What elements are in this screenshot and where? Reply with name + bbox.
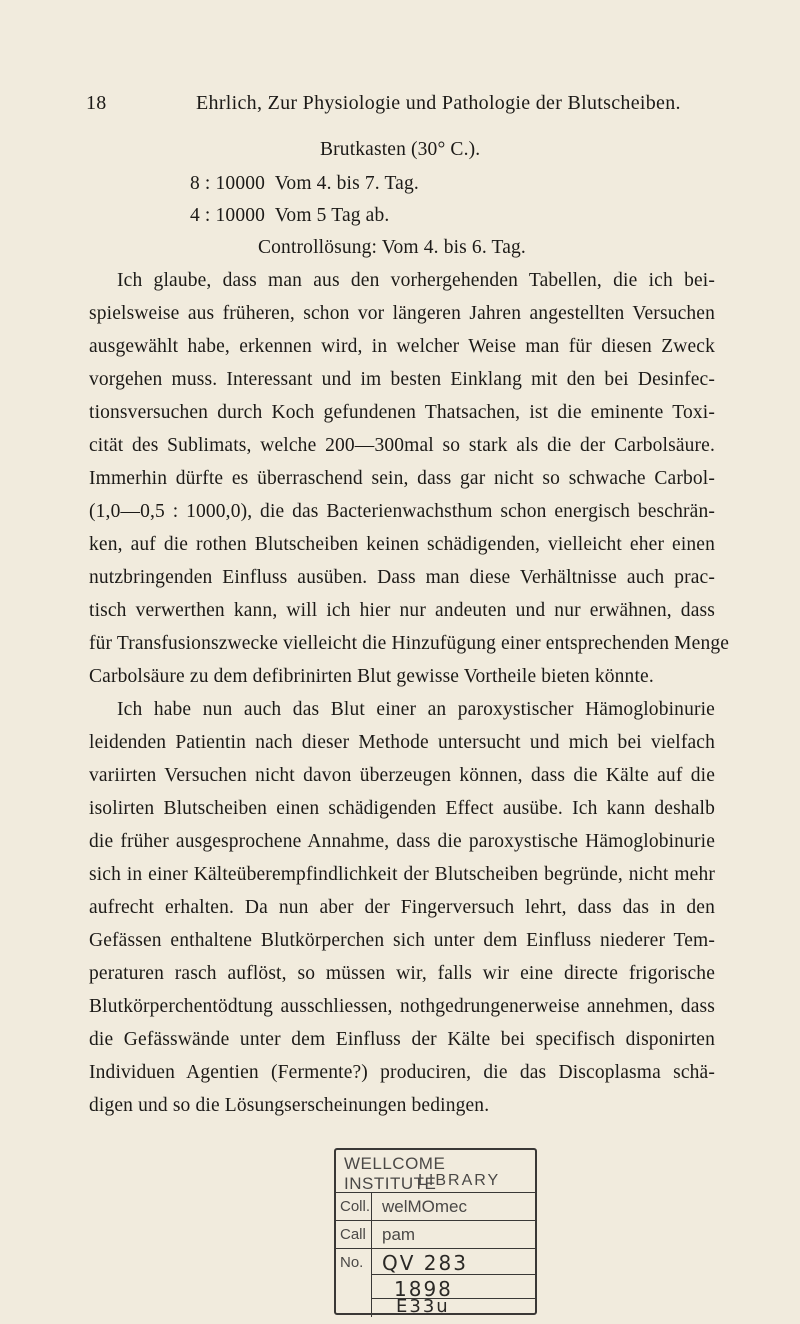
paragraph-line: die früher ausgesprochene Annahme, dass die paroxystische Hämoglobinurie [89,831,715,852]
paragraph-line: tionsversuchen durch Koch gefundenen Thatsachen, ist die eminente Toxi- [89,402,715,423]
paragraph-line: für Transfusionszwecke vielleicht die Hinzufügung einer entsprechenden Menge [89,633,730,654]
paragraph-line: ausgewählt habe, erkennen wird, in welcher Weise man für diesen Zweck [89,336,715,357]
paragraph-line: aufrecht erhalten. Da nun aber der Fingerversuch lehrt, dass das in den [89,897,715,918]
library-stamp [334,1148,537,1315]
stamp-subtitle: LIBRARY [418,1172,501,1189]
stamp-no-label: No. [340,1254,364,1271]
table-row: 8 : 10000 Vom 4. bis 7. Tag. [190,173,419,194]
paragraph-line: vorgehen muss. Interessant und im besten Einklang mit den bei Desinfec- [89,369,715,390]
stamp-coll-value: welMOmec [382,1197,468,1216]
paragraph-line: digen und so die Lösungserscheinungen bedingen. [89,1095,490,1116]
stamp-divider [336,1220,535,1221]
stamp-divider [372,1274,535,1275]
paragraph-line: Ich habe nun auch das Blut einer an paroxystischer Hämoglobinurie [117,699,715,720]
table-heading: Brutkasten (30° C.). [320,139,481,160]
paragraph-line: die Gefässwände unter dem Einfluss der Kälte bei specifisch disponirten [89,1029,715,1050]
table-row: Controllösung: Vom 4. bis 6. Tag. [258,237,526,258]
stamp-title: WELLCOME INSTITUTE [344,1154,446,1193]
paragraph-line: leidenden Patientin nach dieser Methode untersucht und mich bei vielfach [89,732,715,753]
paragraph-line: cität des Sublimats, welche 200—300mal so stark als die der Carbolsäure. [89,435,715,456]
paragraph-line: ken, auf die rothen Blutscheiben keinen schädigenden, vielleicht eher einen [89,534,715,555]
stamp-no-value-3: E33u [396,1296,450,1317]
paragraph-line: Individuen Agentien (Fermente?) produciren, die das Discoplasma schä- [89,1062,715,1083]
table-row: 4 : 10000 Vom 5 Tag ab. [190,205,390,226]
paragraph-line: Blutkörperchentödtung ausschliessen, nothgedrungenerweise annehmen, dass [89,996,715,1017]
paragraph-line: spielsweise aus früheren, schon vor längeren Jahren angestellten Versuchen [89,303,715,324]
paragraph-line: (1,0—0,5 : 1000,0), die das Bacterienwachsthum schon energisch beschrän- [89,501,715,522]
stamp-coll-label: Coll. [340,1198,371,1215]
running-head [86,92,716,116]
page-number: 18 [86,92,107,114]
paragraph-line: sich in einer Kälteüberempfindlichkeit der Blutscheiben begründe, nicht mehr [89,864,715,885]
stamp-no-value-1: QV 283 [382,1251,468,1275]
stamp-no-value-2: 1898 [394,1277,453,1301]
paragraph-line: isolirten Blutscheiben einen schädigenden Effect ausübe. Ich kann deshalb [89,798,715,819]
paragraph-line: peraturen rasch auflöst, so müssen wir, falls wir eine directe frigorische [89,963,715,984]
paragraph-line: Ich glaube, dass man aus den vorhergehenden Tabellen, die ich bei- [117,270,715,291]
paragraph-line: variirten Versuchen nicht davon überzeugen können, dass die Kälte auf die [89,765,715,786]
stamp-call-label: Call [340,1226,366,1243]
paragraph-line: Carbolsäure zu dem defibrinirten Blut gewisse Vortheile bieten könnte. [89,666,654,687]
paragraph-line: Immerhin dürfte es überraschend sein, dass gar nicht so schwache Carbol- [89,468,715,489]
paragraph-line: Gefässen enthaltene Blutkörperchen sich unter dem Einfluss niederer Tem- [89,930,715,951]
stamp-divider [336,1192,535,1193]
running-title: Ehrlich, Zur Physiologie und Pathologie der Blutscheiben. [196,92,681,114]
stamp-divider [336,1248,535,1249]
paragraph-line: nutzbringenden Einfluss ausüben. Dass man diese Verhältnisse auch prac- [89,567,715,588]
stamp-call-value: pam [382,1225,416,1244]
paragraph-line: tisch verwerthen kann, will ich hier nur andeuten und nur erwähnen, dass [89,600,715,621]
